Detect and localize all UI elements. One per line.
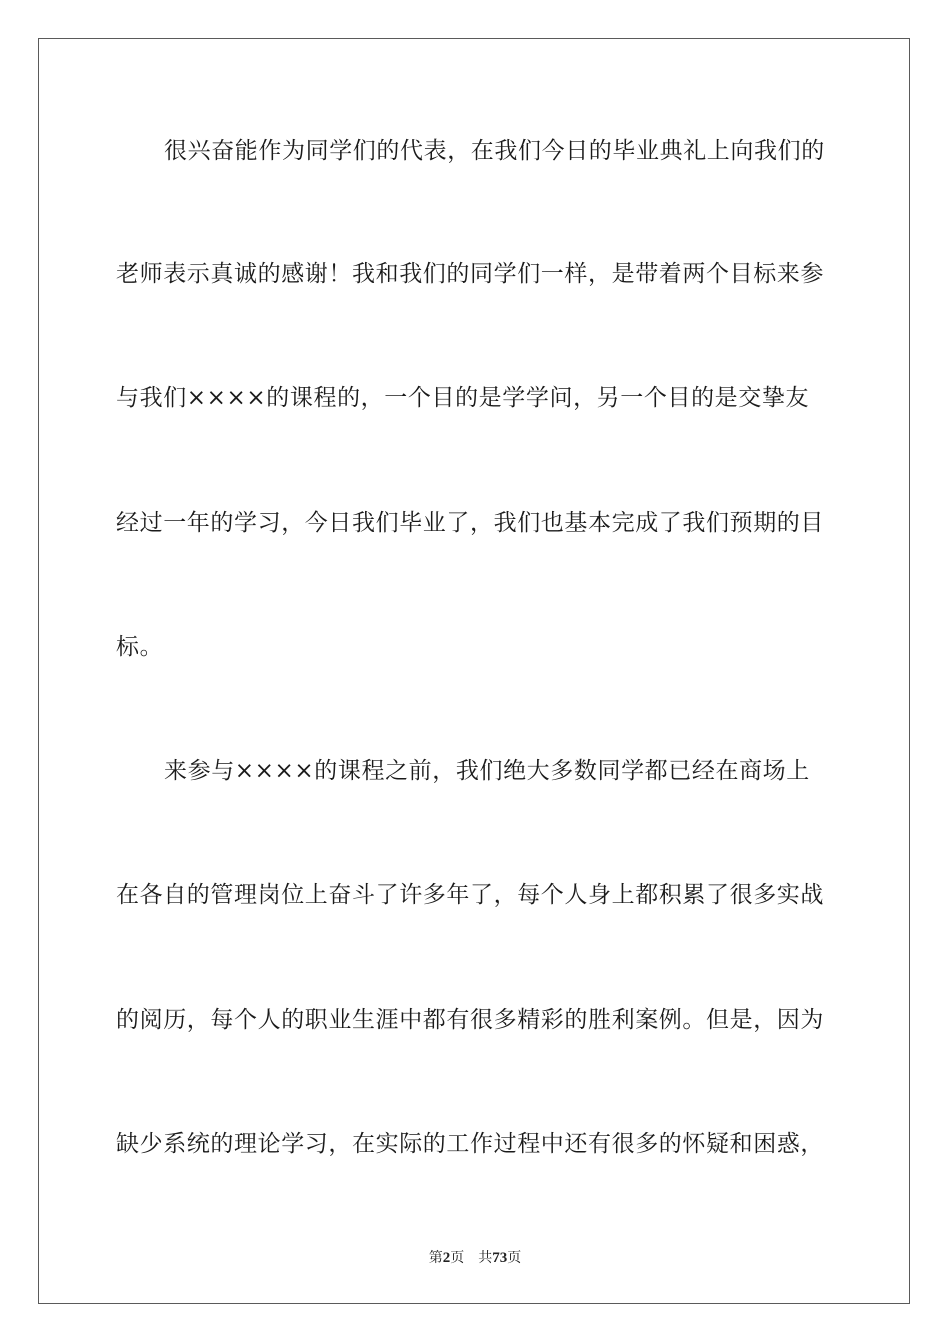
paragraph-1-line-3: 与我们××××的课程的，一个目的是学学问，另一个目的是交挚友 — [116, 385, 810, 411]
page-footer — [0, 1247, 950, 1267]
total-suffix: 页 — [507, 1250, 522, 1266]
page-border — [38, 38, 910, 1304]
paragraph-2-line-4: 缺少系统的理论学习，在实际的工作过程中还有很多的怀疑和困惑， — [116, 1131, 824, 1157]
page-prefix: 第 — [428, 1250, 443, 1266]
paragraph-2-line-1: 来参与××××的课程之前，我们绝大多数同学都已经在商场上 — [164, 758, 810, 784]
paragraph-2-line-2: 在各自的管理岗位上奋斗了许多年了，每个人身上都积累了很多实战 — [116, 882, 824, 908]
total-pages: 73 — [492, 1250, 508, 1266]
paragraph-1-line-1: 很兴奋能作为同学们的代表，在我们今日的毕业典礼上向我们的 — [164, 138, 825, 164]
paragraph-2-line-3: 的阅历，每个人的职业生涯中都有很多精彩的胜利案例。但是，因为 — [116, 1007, 824, 1033]
paragraph-1-line-4: 经过一年的学习，今日我们毕业了，我们也基本完成了我们预期的目 — [116, 510, 824, 536]
paragraph-1-line-2: 老师表示真诚的感谢！我和我们的同学们一样，是带着两个目标来参 — [116, 261, 824, 287]
page-number: 2 — [442, 1250, 451, 1266]
paragraph-1-line-5: 标。 — [116, 634, 164, 660]
total-prefix: 共 — [478, 1250, 493, 1266]
page-suffix: 页 — [450, 1250, 465, 1266]
